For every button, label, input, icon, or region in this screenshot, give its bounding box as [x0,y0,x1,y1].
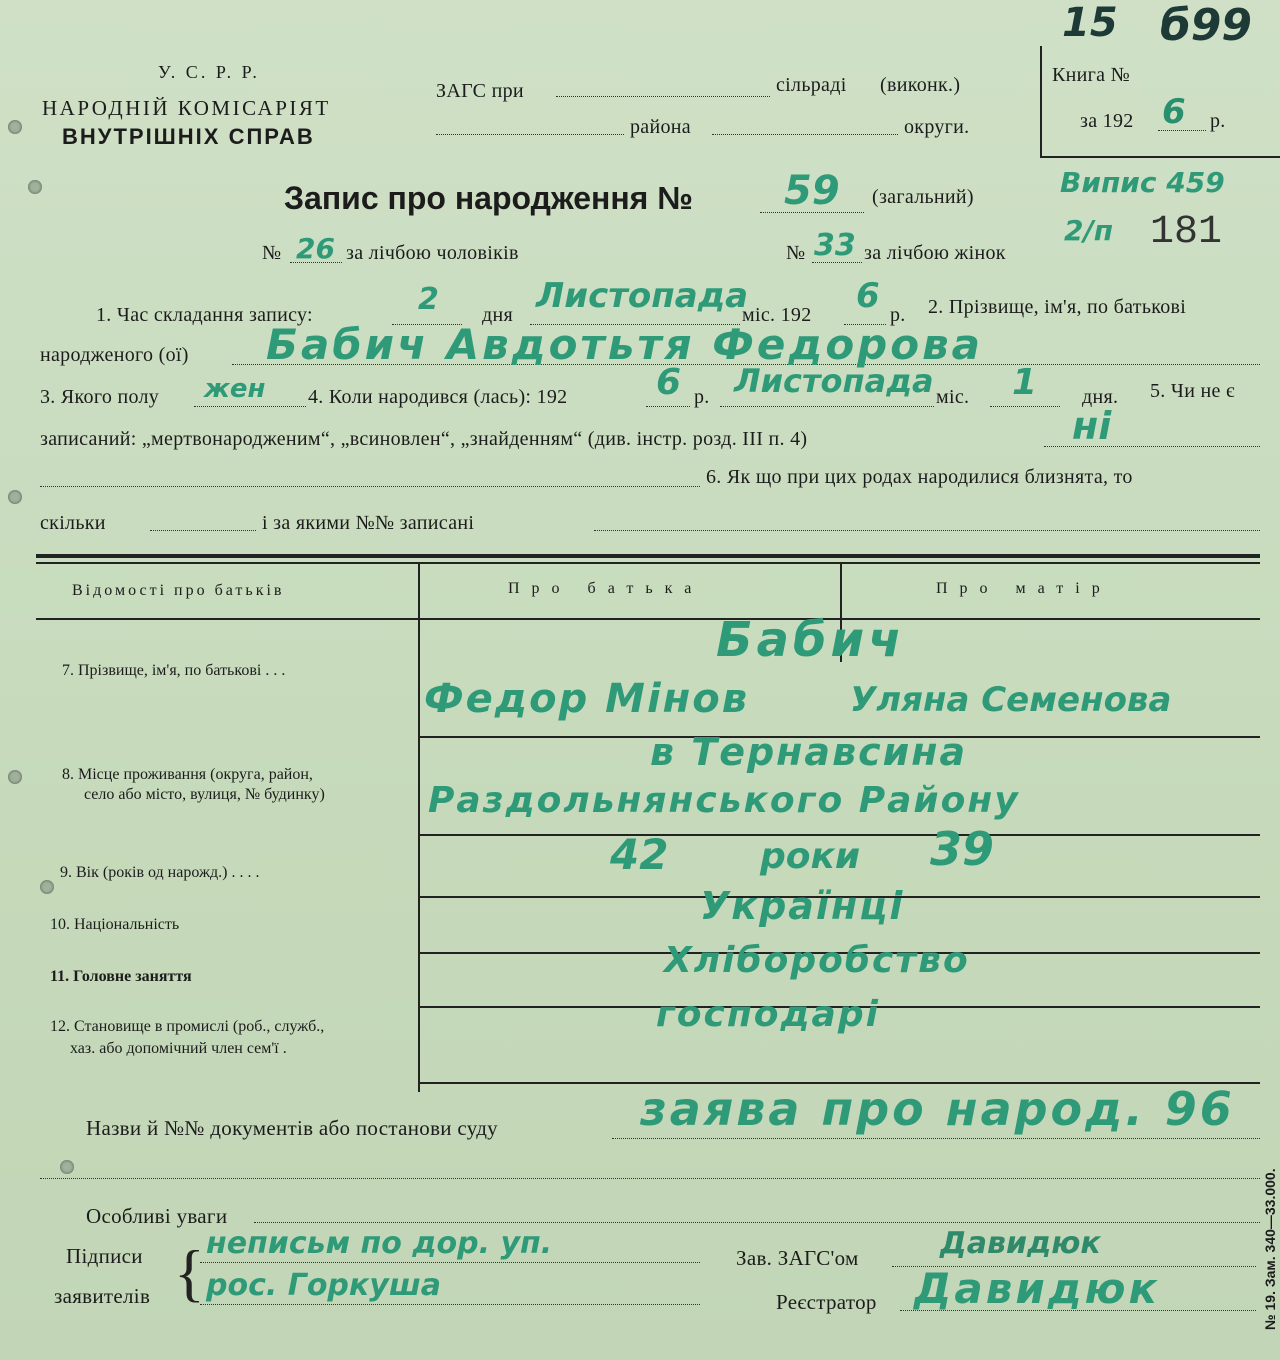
book-year-prefix: за 192 [1080,110,1134,132]
okrug-label: округи. [904,116,970,138]
header-org-internal-affairs: ВНУТРІШНІХ СПРАВ [62,124,315,149]
row-11-label: 11. Головне заняття [50,968,192,985]
signatures-label-2: заявителів [54,1284,151,1308]
zags-prefix: ЗАГС при [436,80,524,102]
head-label: Зав. ЗАГС'ом [736,1246,859,1270]
registrar-sign: Давидюк [914,1264,1161,1313]
f4-r: р. [694,386,710,408]
book-year-suffix: р. [1210,110,1226,132]
okrug-blank [712,134,898,135]
zags-blank [556,96,770,97]
silradi-label: сільраді [776,74,847,96]
punch-hole [8,490,22,504]
surname: Бабич [716,612,906,668]
men-num-label: № [262,242,282,264]
table-top-rule-thin [36,562,1260,564]
occupation: Хліборобство [664,940,970,981]
f6-blank-line [40,486,700,487]
f3-value: жен [204,374,266,404]
f4-month-blank [720,406,934,407]
f2-label: 2. Прізвище, ім'я, по батькові [928,296,1187,318]
book-box [1040,46,1280,158]
row-9-label: 9. Вік (років од нарожд.) . . . . [60,864,260,881]
vykonk-label: (виконк.) [880,74,961,96]
signatures-brace: { [174,1237,205,1308]
residence-district: Раздольнянського Району [428,780,1020,821]
f5-label2: записаний: „мертвонародженим“, „всиновлен“, „знайденням“ (див. інстр. розд. III п. 4) [40,428,808,450]
row-8-label-2: село або місто, вулиця, № будинку) [84,786,325,803]
f3-label: 3. Якого полу [40,386,160,408]
f4-label: 4. Коли народився (лась): 192 [308,386,568,408]
extract-mark-2: 2/п [1064,214,1114,247]
f6-numbers-blank [594,530,1260,531]
f4-day-blank [990,406,1060,407]
applicant-sign-1: неписьм по дор. уп. [206,1226,553,1261]
row-7-label: 7. Прізвище, ім'я, по батькові . . . [62,662,286,679]
f4-day-label: дня. [1082,386,1119,408]
remarks-label: Особливі уваги [86,1204,228,1228]
f6-label: 6. Як що при цих родах народилися близнята, то [706,466,1133,488]
f4-year: 6 [656,362,682,403]
f2-name: Бабич Авдотьтя Федорова [266,320,984,369]
docs-value: заява про народ. 96 [640,1082,1235,1136]
table-col-mother: Про матір [936,580,1112,597]
book-label: Книга № [1052,64,1131,86]
header-org-commissariat: НАРОДНІЙ КОМІСАРІЯТ [42,96,331,120]
stamp-number: 181 [1150,210,1223,255]
f4-mis: міс. [936,386,970,408]
mother-name: Уляна Семенова [850,680,1172,720]
punch-hole [8,120,22,134]
corner-mark-right: б99 [1160,0,1252,51]
table-top-rule [36,554,1260,558]
f1-label: 1. Час складання запису: [96,304,313,326]
age-word: роки [760,836,861,877]
f1-year-prefix: міс. 192 [742,304,812,326]
f1-day: 2 [418,282,439,317]
women-label: за лічбою жінок [864,242,1006,264]
table-col-info: Відомості про батьків [72,582,285,599]
docs-blank [612,1138,1260,1139]
page-title: Запис про народження № [284,180,693,216]
docs-blank-2 [40,1178,1260,1179]
nationality: Українці [700,884,905,928]
applicant-sign-2: рос. Горкуша [206,1268,441,1303]
punch-hole [8,770,22,784]
f1-day-label: дня [482,304,513,326]
district-blank [436,134,624,135]
punch-hole [60,1160,74,1174]
f5-value: ні [1072,404,1112,448]
f6-label2a: скільки [40,512,106,534]
mother-age: 39 [930,822,995,876]
extract-mark: Випис 459 [1060,166,1225,199]
row-10-label: 10. Національність [50,916,180,933]
f1-year-suffix: р. [890,304,906,326]
book-year-value: 6 [1162,92,1186,132]
sign-blank-2 [200,1304,700,1305]
table-col-divider [418,562,420,1092]
f4-year-blank [646,406,690,407]
f4-month: Листопада [734,362,934,400]
header-org-ussr: У. С. Р. Р. [158,62,260,82]
punch-hole [28,180,42,194]
f3-blank [194,406,306,407]
registrar-label: Реєстратор [776,1290,877,1314]
row-12-label-2: хаз. або допомічний член сем'ї . [70,1040,287,1057]
side-print-number: № 19. Зам. 340—33.000. [1262,1168,1278,1330]
row-12-label: 12. Становище в промислі (роб., служб., [50,1018,325,1035]
position: господарі [656,994,880,1035]
sign-blank-1 [200,1262,700,1263]
row-8-label: 8. Місце проживання (округа, район, [62,766,313,783]
table-header-rule [36,618,1260,620]
f6-label2b: і за якими №№ записані [262,512,475,534]
women-num-label: № [786,242,806,264]
remarks-blank [254,1222,1260,1223]
district-label: района [630,116,691,138]
women-number: 33 [814,228,856,263]
docs-label: Назви й №№ документів або постанови суду [86,1116,498,1140]
f1-year: 6 [856,276,880,316]
f6-count-blank [150,530,256,531]
f2-label2: народженого (ої) [40,344,189,366]
f5-label: 5. Чи не є [1150,380,1235,402]
head-sign: Давидюк [940,1226,1101,1261]
f4-day: 1 [1012,362,1038,403]
residence-village: в Тернавсина [650,730,968,774]
men-number: 26 [296,232,335,265]
corner-mark-left: 15 [1062,0,1118,46]
table-col-father: Про батька [508,580,704,597]
father-name: Федор Мінов [424,676,750,722]
punch-hole [40,880,54,894]
f1-month: Листопада [536,276,749,316]
signatures-label: Підписи [66,1244,143,1268]
father-age: 42 [610,830,669,879]
men-label: за лічбою чоловіків [346,242,519,264]
record-number: 59 [784,168,840,214]
title-suffix: (загальний) [872,186,974,208]
